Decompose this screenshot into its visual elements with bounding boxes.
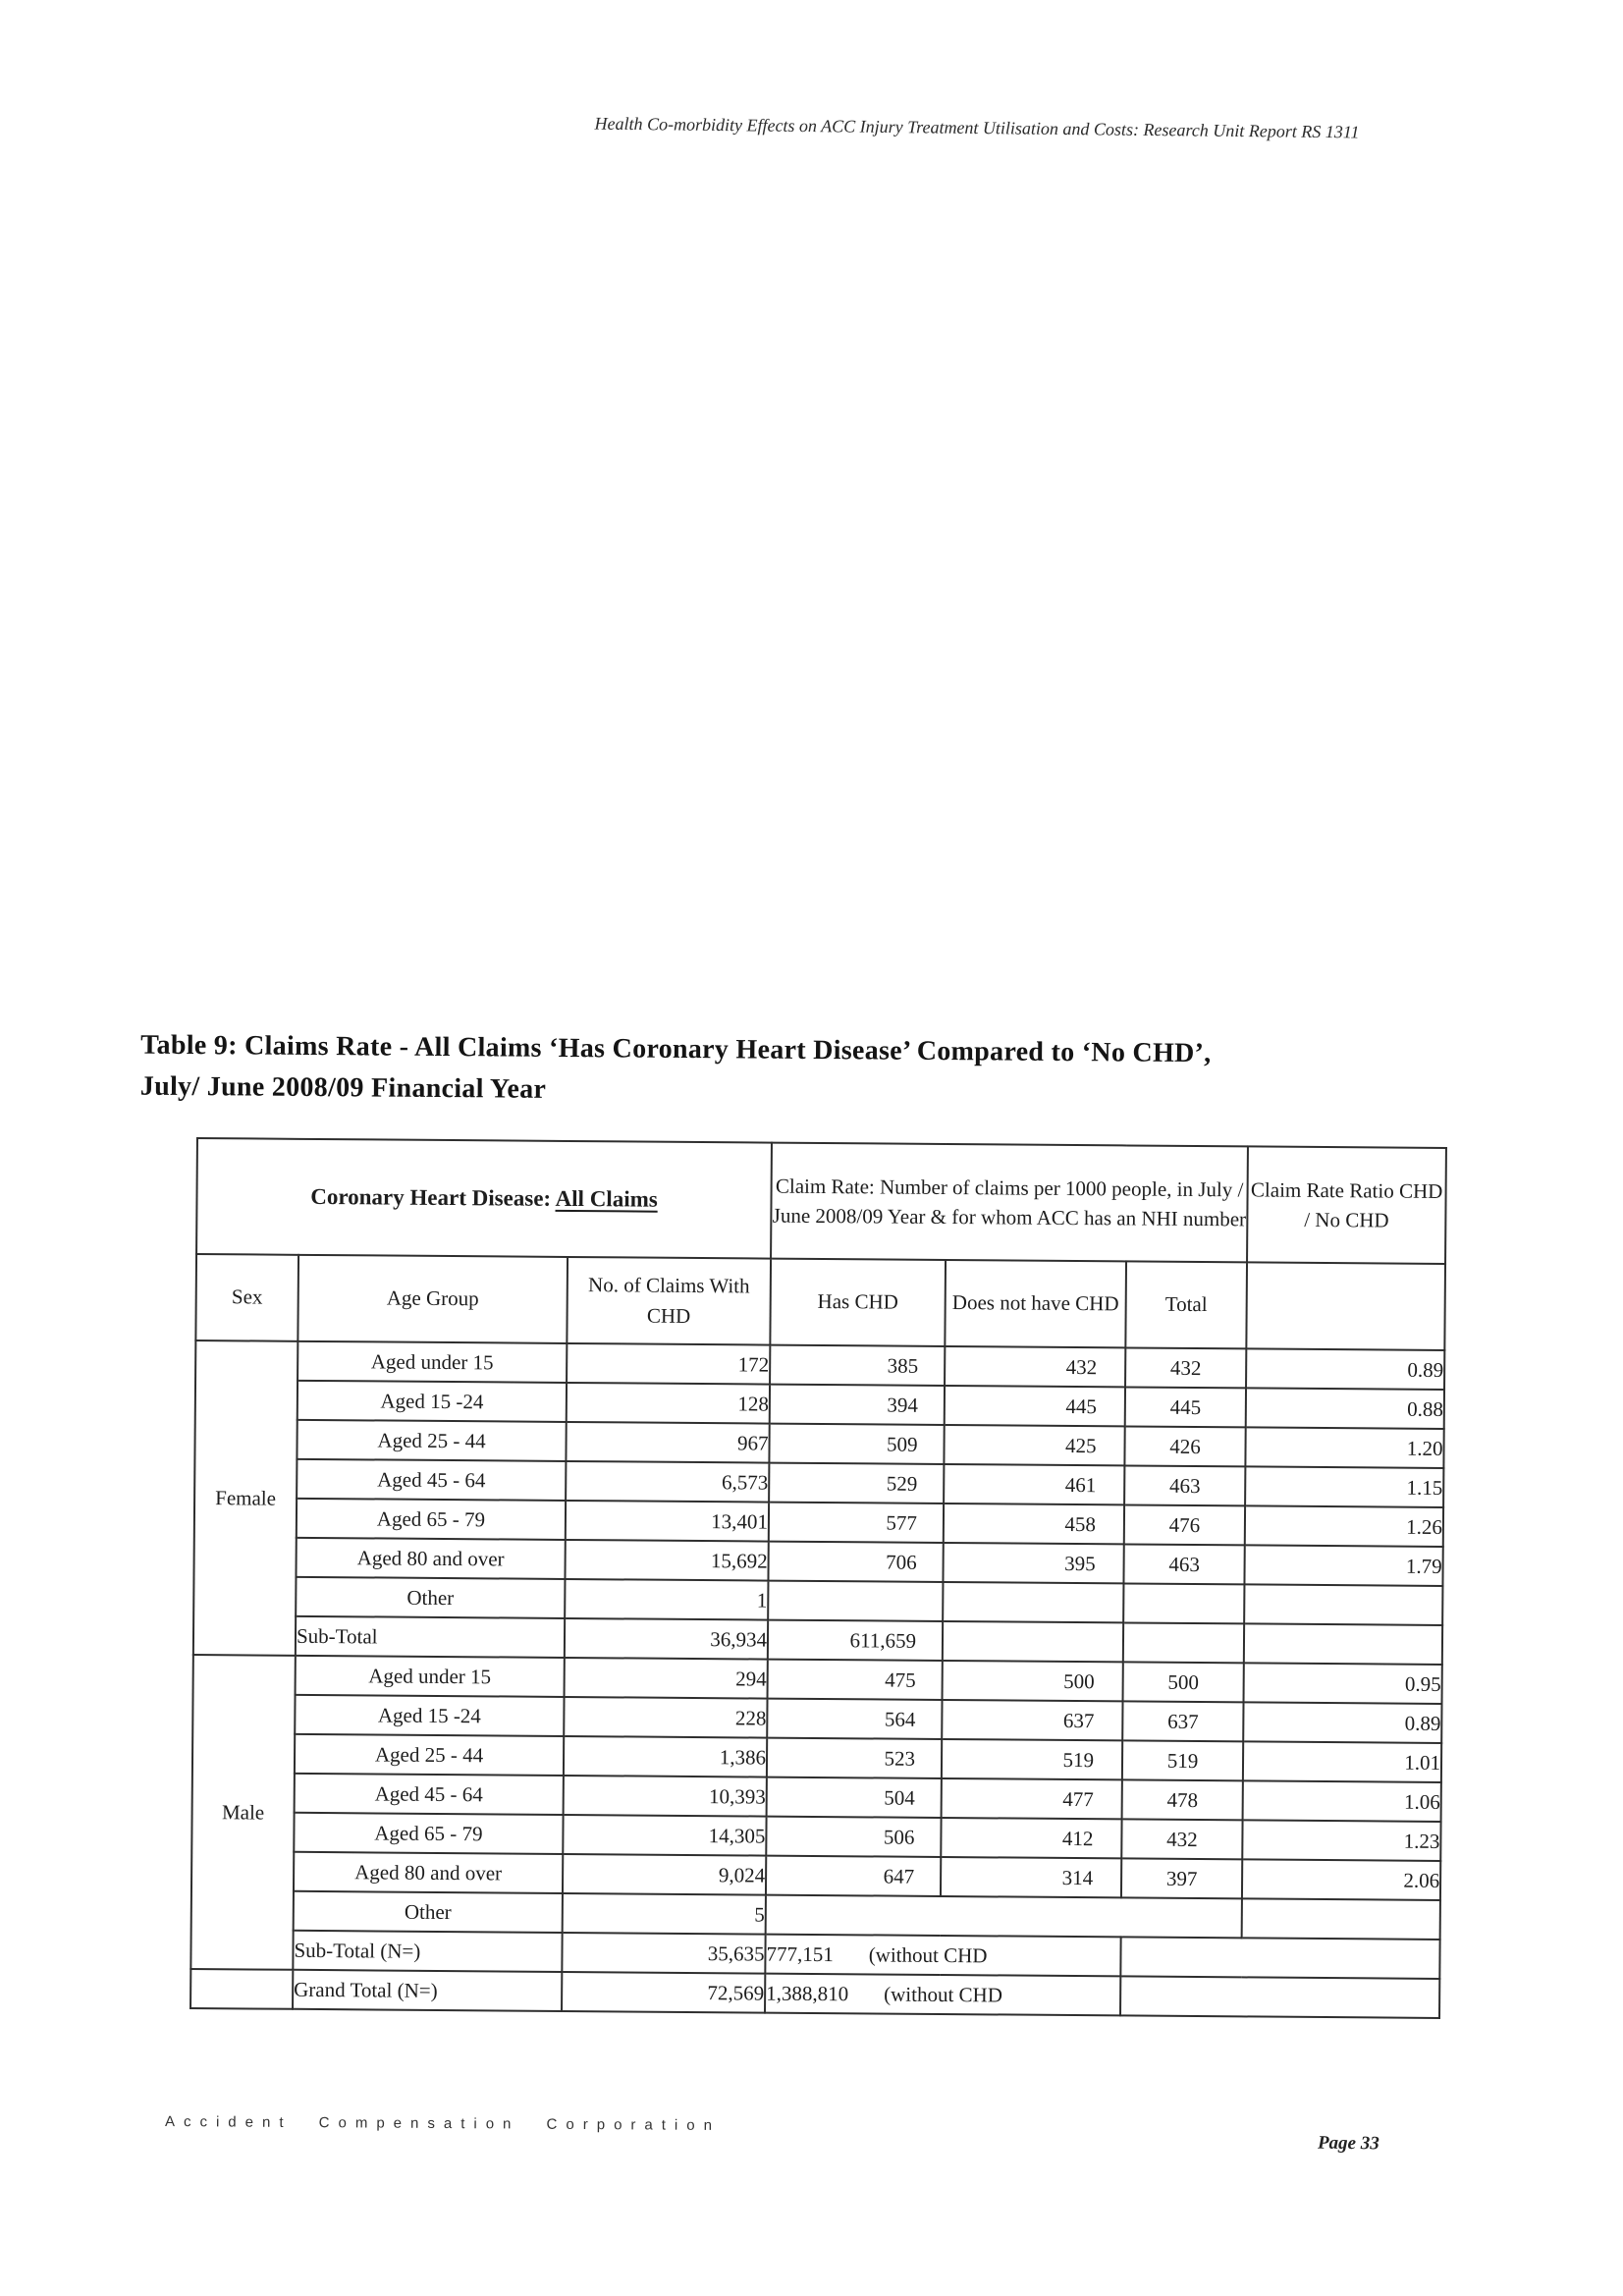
cell-total: 445 [1125,1387,1246,1427]
table-title: Table 9: Claims Rate - All Claims ‘Has Coronary Heart Disease’ Compared to ‘No CHD’, July/ June 2008/09 Financial Year [139,1029,1212,1105]
page-number: Page 33 [1317,2132,1380,2155]
col-header-total: Total [1125,1261,1247,1348]
col-header-has-chd: Has CHD [770,1259,946,1346]
cell-has-chd [768,1581,943,1621]
without-chd-note: (without CHD [868,1941,988,1967]
cell-age-group: Other [294,1891,563,1933]
group-header-chd-all-claims [196,1138,772,1259]
cell-age-group: Aged 45 - 64 [297,1459,566,1501]
group-header-prefix: Coronary Heart Disease: [310,1183,556,1211]
cell-has-chd: 564 [767,1699,942,1739]
cell-ratio: 1.26 [1245,1505,1443,1547]
cell-ratio: 1.23 [1242,1820,1440,1861]
col-header-does-not-have-chd: Does not have CHD [945,1260,1126,1347]
cell-has-chd: 475 [768,1660,943,1700]
cell-rate-total-note [765,1935,1120,1977]
cell-age-group: Aged 45 - 64 [295,1774,564,1815]
cell-grand-total-label: Grand Total (N=) [293,1970,562,2011]
cell-age-group: Other [296,1577,565,1618]
cell-does-not-have-chd: 637 [942,1700,1122,1740]
group-header-all-claims-underlined: All Claims [555,1185,658,1212]
cell-ratio [1242,1898,1440,1940]
cell-has-chd: 506 [766,1817,941,1857]
cell-total: 463 [1124,1465,1245,1505]
page-header: Health Co-morbidity Effects on ACC Injury Treatment Utilisation and Costs: Research Unit Report RS 1311 [594,113,1360,142]
cell-does-not-have-chd: 500 [943,1661,1123,1701]
table-row-group-header [196,1138,1446,1264]
cell-sex: Female [193,1340,298,1656]
cell-does-not-have-chd: 314 [941,1857,1121,1897]
cell-age-group: Aged 15 -24 [298,1381,567,1422]
cell-sex-empty [190,1969,293,2009]
cell-claims: 1 [565,1579,768,1620]
col-header-claims-with-chd: No. of Claims With CHD [567,1257,771,1345]
cell-total: 432 [1121,1819,1242,1859]
cell-total: 637 [1122,1701,1243,1741]
cell-age-group: Aged 65 - 79 [294,1813,563,1854]
cell-ratio: 1.15 [1245,1466,1443,1507]
col-header-ratio-empty [1246,1262,1445,1350]
cell-claims: 228 [564,1697,767,1738]
cell-claims: 9,024 [563,1854,766,1895]
cell-does-not-have-chd [943,1621,1123,1662]
footer-organisation: Accident Compensation Corporation [164,2113,722,2134]
col-header-age-group: Age Group [298,1255,568,1343]
cell-claims: 1,386 [564,1736,767,1777]
cell-claims: 128 [567,1383,770,1424]
cell-claims: 15,692 [565,1540,768,1581]
cell-age-group: Aged 80 and over [296,1538,565,1579]
cell-does-not-have-chd: 425 [944,1425,1124,1465]
cell-claims: 6,573 [566,1461,769,1503]
cell-claims: 72,569 [562,1972,765,2013]
cell-ratio [1244,1623,1442,1665]
group-header-claim-rate: Claim Rate: Number of claims per 1000 people, in July / June 2008/09 Year & for whom ACC has an NHI number [771,1143,1248,1263]
cell-total: 476 [1124,1504,1245,1545]
cell-claims: 10,393 [564,1776,767,1817]
cell-does-not-have-chd: 412 [941,1818,1121,1858]
rate-total-value: 777,151 [766,1941,834,1966]
cell-ratio: 1.06 [1243,1780,1441,1822]
cell-has-chd: 529 [769,1463,944,1503]
cell-blank [1120,1976,1439,2018]
cell-total: 426 [1124,1426,1245,1466]
cell-ratio: 0.95 [1244,1663,1442,1704]
cell-total: 432 [1125,1347,1246,1388]
cell-claims: 36,934 [565,1618,768,1660]
cell-total: 478 [1122,1779,1243,1820]
cell-ratio [1244,1584,1442,1625]
cell-sex: Male [190,1655,296,1970]
cell-total: 519 [1122,1740,1243,1780]
without-chd-note: (without CHD [884,1982,1003,2006]
cell-ratio: 1.01 [1243,1741,1441,1782]
cell-subtotal-label: Sub-Total [296,1616,565,1658]
cell-total: 397 [1121,1858,1242,1898]
cell-claims: 294 [565,1658,768,1699]
col-header-sex: Sex [195,1254,298,1341]
cell-age-group: Aged under 15 [296,1656,565,1697]
cell-ratio: 2.06 [1242,1859,1440,1900]
cell-does-not-have-chd: 458 [944,1503,1124,1544]
cell-ratio: 0.88 [1246,1388,1444,1429]
cell-age-group: Aged 15 -24 [295,1695,564,1736]
cell-total [1123,1583,1244,1623]
cell-claims: 967 [566,1422,769,1463]
cell-total: 500 [1123,1662,1244,1702]
cell-empty-span [766,1895,1242,1939]
cell-total: 463 [1123,1544,1244,1584]
cell-does-not-have-chd: 519 [942,1739,1122,1779]
cell-has-chd: 706 [768,1542,943,1582]
cell-does-not-have-chd: 461 [944,1464,1124,1504]
cell-has-chd: 385 [770,1345,945,1386]
cell-has-chd: 394 [770,1385,945,1425]
cell-does-not-have-chd: 395 [943,1543,1123,1583]
cell-claims: 5 [563,1893,766,1935]
cell-does-not-have-chd [943,1582,1123,1622]
cell-has-chd: 611,659 [768,1620,943,1661]
cell-rate-total-note [765,1974,1120,2016]
cell-ratio: 0.89 [1246,1348,1444,1390]
cell-has-chd: 647 [766,1856,941,1896]
group-header-claim-rate-ratio: Claim Rate Ratio CHD / No CHD [1247,1146,1446,1264]
cell-claims: 14,305 [563,1815,766,1856]
cell-age-group: Aged 80 and over [294,1852,563,1893]
cell-subtotal-label: Sub-Total (N=) [293,1931,562,1972]
claims-table [189,1137,1447,2019]
cell-total [1123,1622,1244,1663]
rate-total-value: 1,388,810 [766,1981,849,2005]
cell-does-not-have-chd: 477 [942,1778,1122,1819]
cell-has-chd: 523 [767,1738,942,1778]
cell-does-not-have-chd: 432 [945,1346,1125,1387]
cell-ratio: 0.89 [1243,1702,1441,1743]
cell-claims: 172 [567,1343,770,1385]
cell-has-chd: 577 [769,1503,944,1543]
cell-has-chd: 504 [767,1777,942,1818]
cell-age-group: Aged 25 - 44 [295,1734,564,1776]
cell-ratio: 1.79 [1245,1545,1443,1586]
cell-has-chd: 509 [769,1424,944,1464]
cell-blank [1120,1937,1439,1979]
cell-claims: 35,635 [562,1933,765,1974]
table-row-column-headers [195,1254,1445,1350]
cell-age-group: Aged under 15 [298,1341,567,1383]
cell-claims: 13,401 [566,1501,769,1542]
cell-ratio: 1.20 [1245,1427,1443,1468]
cell-age-group: Aged 25 - 44 [297,1420,566,1461]
cell-age-group: Aged 65 - 79 [297,1499,566,1540]
cell-does-not-have-chd: 445 [945,1386,1125,1426]
